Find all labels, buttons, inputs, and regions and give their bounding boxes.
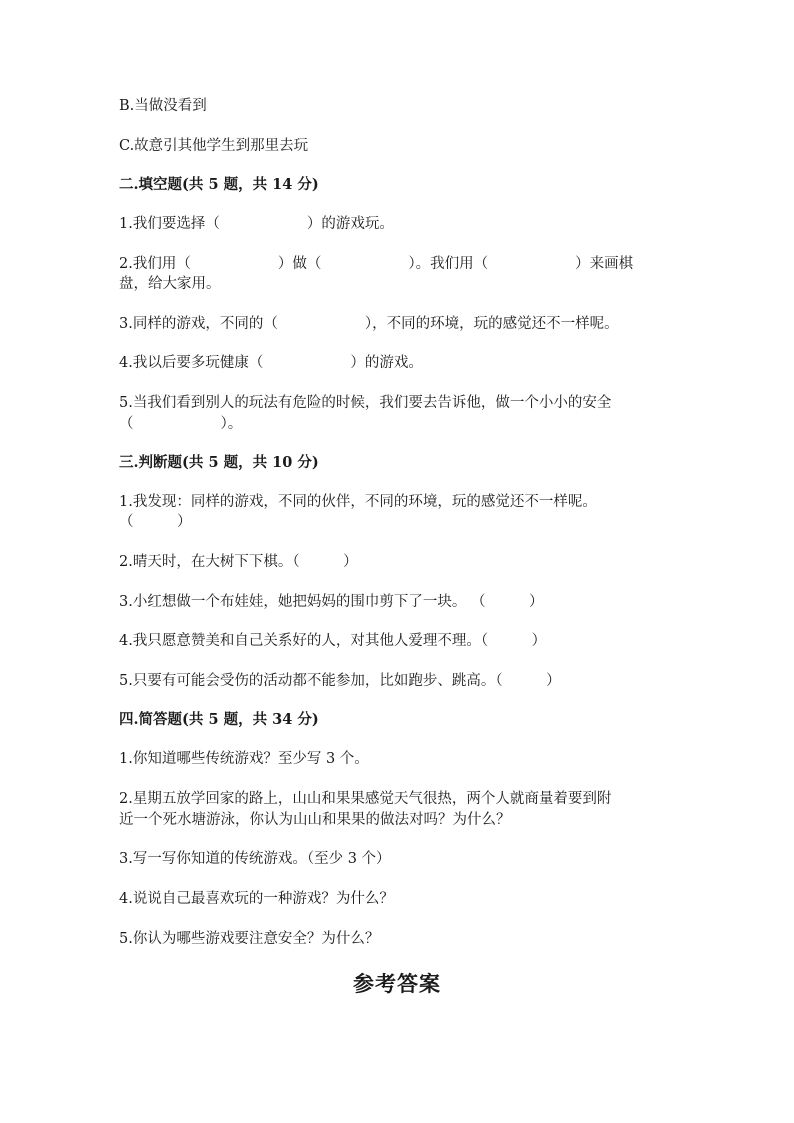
choice-option-b: B.当做没看到: [119, 98, 207, 114]
choice-option-c: C.故意引其他学生到那里去玩: [119, 138, 309, 154]
section-heading-fill-blank: 二.填空题(共 5 题，共 14 分): [119, 176, 319, 193]
true-false-question-2: 2.晴天时，在大树下下棋。（ ）: [119, 554, 358, 570]
short-answer-question-3: 3.写一写你知道的传统游戏。（至少 3 个）: [119, 851, 391, 867]
fill-blank-question-3: 3.同样的游戏，不同的（ ），不同的环境，玩的感觉还不一样呢。: [119, 316, 619, 332]
fill-blank-question-5-line-2: （ ）。: [119, 416, 243, 432]
short-answer-question-2-line-2: 近一个死水塘游泳，你认为山山和果果的做法对吗？为什么？: [119, 812, 511, 828]
fill-blank-question-2-line-1: 2.我们用（ ）做（ ）。我们用（ ）来画棋: [119, 256, 634, 272]
fill-blank-question-2-line-2: 盘，给大家用。: [119, 276, 221, 292]
true-false-question-3: 3.小红想做一个布娃娃，她把妈妈的围巾剪下了一块。 （ ）: [119, 594, 544, 610]
short-answer-question-1: 1.你知道哪些传统游戏？至少写 3 个。: [119, 751, 369, 767]
section-heading-true-false: 三.判断题(共 5 题，共 10 分): [119, 454, 319, 471]
true-false-question-4: 4.我只愿意赞美和自己关系好的人，对其他人爱理不理。（ ）: [119, 633, 547, 649]
short-answer-question-5: 5.你认为哪些游戏要注意安全？为什么？: [119, 931, 380, 947]
section-heading-short-answer: 四.简答题(共 5 题，共 34 分): [119, 711, 319, 728]
short-answer-question-4: 4.说说自己最喜欢玩的一种游戏？为什么？: [119, 891, 394, 907]
true-false-question-1-line-2: （ ）: [119, 514, 192, 530]
fill-blank-question-1: 1.我们要选择（ ）的游戏玩。: [119, 216, 394, 232]
true-false-question-5: 5.只要有可能会受伤的活动都不能参加，比如跑步、跳高。（ ）: [119, 673, 561, 689]
true-false-question-1-line-1: 1.我发现：同样的游戏，不同的伙伴，不同的环境，玩的感觉还不一样呢。: [119, 494, 597, 510]
fill-blank-question-4: 4.我以后要多玩健康（ ）的游戏。: [119, 355, 423, 371]
fill-blank-question-5-line-1: 5.当我们看到别人的玩法有危险的时候，我们要去告诉他，做一个小小的安全: [119, 395, 612, 411]
answer-key-title: 参考答案: [353, 971, 441, 996]
short-answer-question-2-line-1: 2.星期五放学回家的路上，山山和果果感觉天气很热，两个人就商量着要到附: [119, 791, 612, 807]
